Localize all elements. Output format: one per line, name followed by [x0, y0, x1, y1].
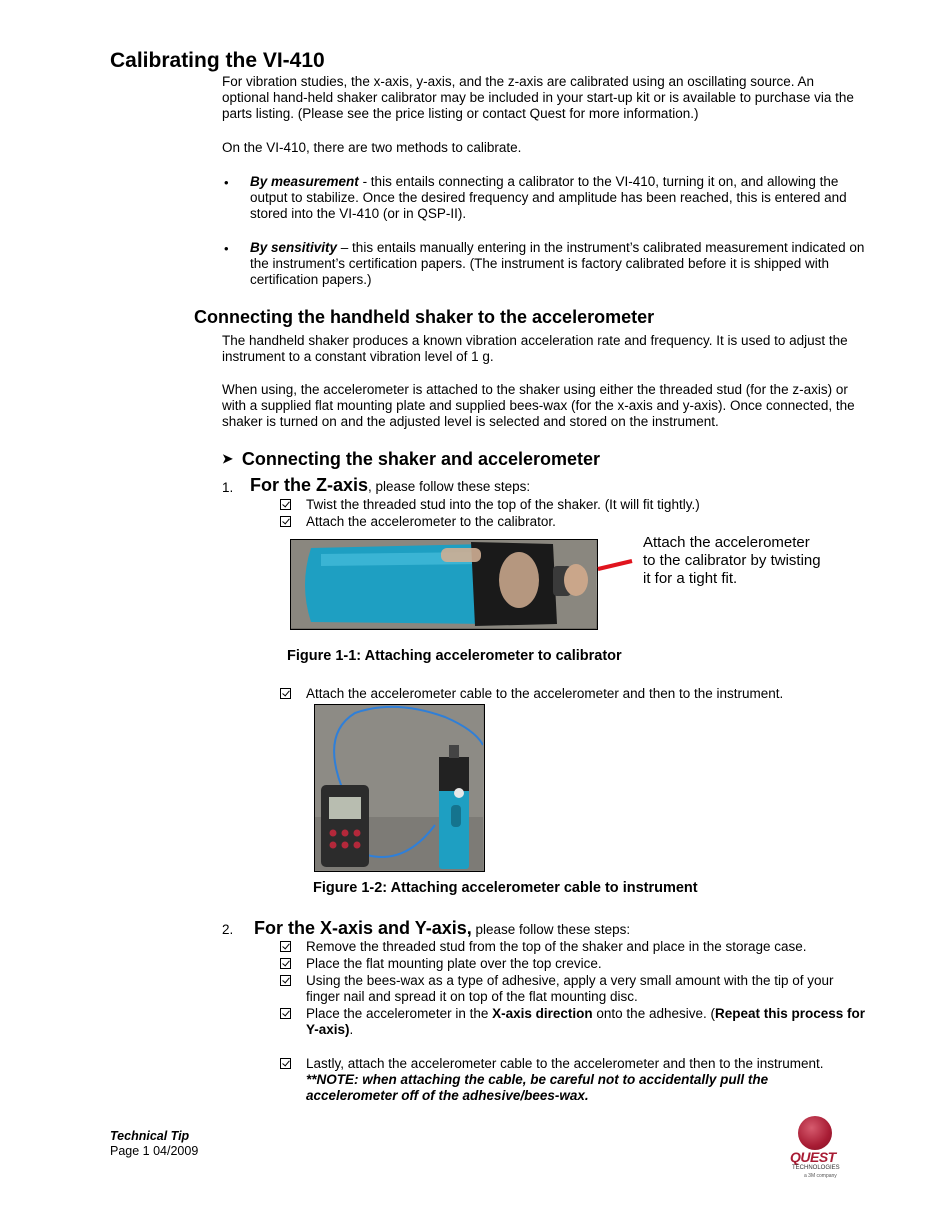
- section-paragraph-1: The handheld shaker produces a known vibration acceleration rate and frequency. It is used to adjust the instrument to a constant vibration level of 1 g.: [222, 333, 848, 364]
- arrow-bullet-icon: ➤: [222, 451, 233, 466]
- instrument-photo-illustration: [315, 705, 483, 870]
- checklist-item: Lastly, attach the accelerometer cable to the accelerometer and then to the instrument. **NOTE: when attaching the cable, be careful not to accidentally pull the accelerometer off of the adhesive/bees-wax.: [280, 1056, 895, 1104]
- bullet-by-sensitivity: By sensitivity – this entails manually entering in the instrument’s calibrated measurement indicated on the instrument’s certification papers. (The instrument is factory calibrated before it is shipped with certification papers.): [250, 240, 865, 287]
- checklist-item: Attach the accelerometer cable to the accelerometer and then to the instrument.: [280, 686, 895, 702]
- checklist-item: Attach the accelerometer to the calibrator.: [280, 514, 895, 530]
- figure-caption-1-1: Figure 1-1: Attaching accelerometer to calibrator: [287, 648, 622, 664]
- bullet-by-measurement: By measurement - this entails connecting a calibrator to the VI-410, turning it on, and allowing the output to stabilize. Once the desired frequency and amplitude has been reached, this is entered and stored into the VI-410 (or in QSP-II).: [250, 174, 847, 221]
- checklist-item: Place the accelerometer in the X-axis direction onto the adhesive. (Repeat this process for Y-axis).: [280, 1006, 895, 1038]
- checkbox-checked-icon: [280, 516, 291, 527]
- checklist-item: Twist the threaded stud into the top of the shaker. (It will fit tightly.): [280, 497, 895, 513]
- bullet-dot: •: [224, 241, 229, 256]
- checkbox-checked-icon: [280, 958, 291, 969]
- checkbox-checked-icon: [280, 499, 291, 510]
- photo-callout: Attach the accelerometer to the calibrator by twisting it for a tight fit.: [643, 534, 821, 587]
- step-heading-z-axis: For the Z-axis, please follow these steps:: [250, 475, 531, 495]
- bullet-dot: •: [224, 175, 229, 190]
- step-number: 2.: [222, 922, 234, 937]
- callout-pointer-line: [596, 558, 636, 572]
- checkbox-checked-icon: [280, 1008, 291, 1019]
- checkbox-checked-icon: [280, 1058, 291, 1069]
- checkbox-checked-icon: [280, 941, 291, 952]
- checklist-item: Place the flat mounting plate over the top crevice.: [280, 956, 895, 972]
- figure-caption-1-2: Figure 1-2: Attaching accelerometer cable to instrument: [313, 880, 698, 896]
- footer-page-number: Page 1 04/2009: [110, 1144, 199, 1158]
- page-title: Calibrating the VI-410: [110, 49, 325, 72]
- methods-intro: On the VI-410, there are two methods to calibrate.: [222, 140, 522, 155]
- checklist-item: Remove the threaded stud from the top of the shaker and place in the storage case.: [280, 939, 895, 955]
- checkbox-checked-icon: [280, 975, 291, 986]
- quest-logo: QUEST TECHNOLOGIES a 3M company: [782, 1116, 848, 1186]
- step-heading-xy-axis: For the X-axis and Y-axis, please follow these steps:: [254, 918, 631, 938]
- photo-attaching-accelerometer: [290, 539, 598, 630]
- checkbox-checked-icon: [280, 688, 291, 699]
- section-heading: Connecting the handheld shaker to the accelerometer: [194, 307, 655, 327]
- checklist-item: Using the bees-wax as a type of adhesive, apply a very small amount with the tip of your finger nail and spread it on top of the flat mounting disc.: [280, 973, 895, 1005]
- subsection-heading: ➤ Connecting the shaker and accelerometer: [222, 449, 601, 469]
- photo-accelerometer-cable: [314, 704, 485, 872]
- step-number: 1.: [222, 480, 234, 495]
- intro-paragraph: For vibration studies, the x-axis, y-axis, and the z-axis are calibrated using an oscillating source. An optional hand-held shaker calibrator may be included in your start-up kit or is available to purchase via the parts listing. (Please see the price listing or contact Quest for more information.): [222, 74, 854, 121]
- shaker-photo-illustration: [291, 540, 596, 628]
- globe-icon: [798, 1116, 832, 1150]
- section-paragraph-2: When using, the accelerometer is attached to the shaker using either the threaded stud (for the z-axis) or with a supplied flat mounting plate and supplied bees-wax (for the x-axis and y-axis). Once connected, the shaker is turned on and the adjusted level is selected and stored on the instrument.: [222, 382, 855, 429]
- footer-title: Technical Tip: [110, 1129, 190, 1143]
